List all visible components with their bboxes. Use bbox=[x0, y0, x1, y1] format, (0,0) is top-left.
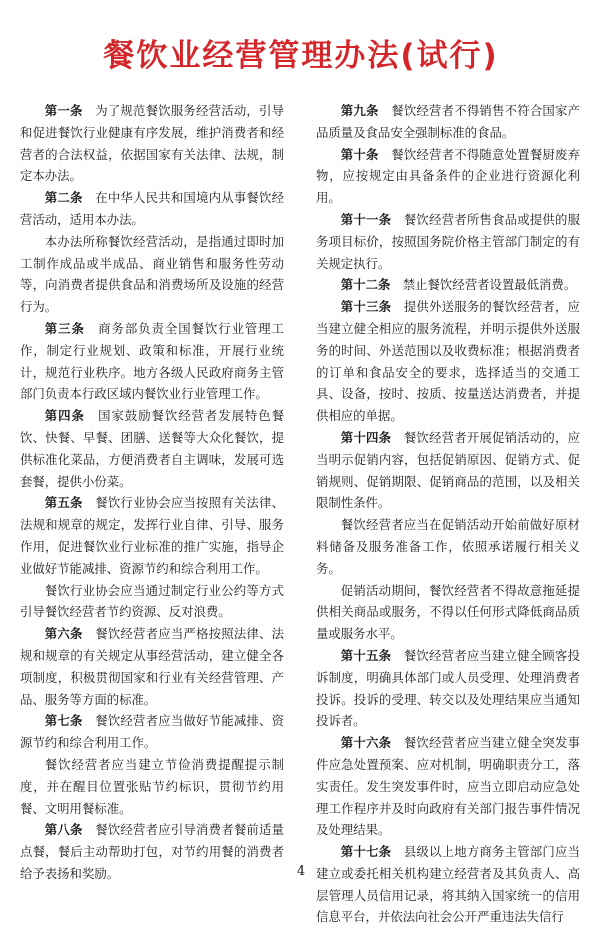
article-text: 餐饮经营者不得销售不符合国家产品质量及食品安全强制标准的食品。 bbox=[316, 103, 581, 140]
article-paragraph bbox=[316, 514, 580, 579]
article-paragraph bbox=[316, 100, 580, 144]
article-text: 提供外送服务的餐饮经营者，应当建立健全相应的服务流程，并明示提供外送服务的时间、外送范围以及收费标准；根据消费者的订单和食品安全的要求，选择适当的交通工具、设备，按时、按质、按量送达消费者，并提供相应的单据。 bbox=[316, 299, 581, 424]
article-text: 餐饮经营者应当在促销活动开始前做好原材料储备及服务准备工作，依照承诺履行相关义务。 bbox=[316, 517, 580, 576]
article-number: 第十二条 bbox=[340, 277, 391, 293]
article-paragraph bbox=[20, 231, 284, 318]
article-paragraph bbox=[20, 318, 284, 405]
article-text: 餐饮经营者应当严格按照法律、法规和规章的有关规定从事经营活动，建立健全各项制度，积极贯彻国家和行业有关经营管理、产品、服务等方面的标准。 bbox=[20, 626, 285, 707]
article-text: 国家鼓励餐饮经营者发展特色餐饮、快餐、早餐、团膳、送餐等大众化餐饮，提供标准化菜品，方便消费者自主调味，发展可选套餐，提供小份菜。 bbox=[20, 408, 285, 489]
article-paragraph bbox=[20, 710, 284, 754]
article-text: 本办法所称餐饮经营活动，是指通过即时加工制作成品或半成品、商业销售和服务性劳动等，向消费者提供食品和消费场所及设施的经营行为。 bbox=[20, 233, 284, 315]
article-text: 在中华人民共和国境内从事餐饮经营活动，适用本办法。 bbox=[20, 190, 285, 227]
article-paragraph bbox=[316, 274, 580, 296]
article-number: 第一条 bbox=[44, 103, 83, 118]
article-text: 餐饮经营者所售食品或提供的服务项目标价，按照国务院价格主管部门制定的有关规定执行。 bbox=[316, 211, 581, 271]
article-text: 县级以上地方商务主管部门应当建立或委托相关机构建立经营者及其负责人、高层管理人员信用记录，将其纳入国家统一的信用信息平台，并依法向社会公开严重违法失信行 bbox=[316, 844, 581, 925]
article-number: 第十条 bbox=[340, 146, 379, 162]
article-number: 第十六条 bbox=[340, 735, 392, 751]
article-text: 餐饮行业协会应当通过制定行业公约等方式引导餐饮经营者节约资源、反对浪费。 bbox=[20, 582, 284, 620]
article-text: 促销活动期间，餐饮经营者不得故意拖延提供相关商品或服务，不得以任何形式降低商品质量或服务水平。 bbox=[316, 582, 580, 642]
article-text: 禁止餐饮经营者设置最低消费。 bbox=[402, 277, 577, 293]
article-text: 商务部负责全国餐饮行业管理工作，制定行业规划、政策和标准，开展行业统计，规范行业秩序。地方各级人民政府商务主管部门负责本行政区域内餐饮业行业管理工作。 bbox=[20, 320, 285, 402]
article-number: 第八条 bbox=[44, 822, 83, 838]
article-number: 第二条 bbox=[44, 190, 83, 206]
article-paragraph bbox=[316, 732, 580, 841]
article-paragraph bbox=[20, 580, 284, 624]
article-number: 第十七条 bbox=[340, 844, 392, 860]
document-title: 餐饮业经营管理办法(试行) bbox=[103, 38, 499, 74]
article-number: 第十三条 bbox=[340, 299, 392, 315]
article-text: 餐饮行业协会应当按照有关法律、法规和规章的规定，发挥行业自律、引导、服务作用，促进餐饮业行业标准的推广实施，指导企业做好节能减排、资源节约和综合利用工作。 bbox=[20, 495, 285, 576]
article-number: 第四条 bbox=[44, 408, 85, 424]
article-text: 餐饮经营者应当建立健全突发事件应急处置预案、应对机制，明确职责分工，落实责任。发生突发事件时，应当立即启动应急处理工作程序并及时向政府有关部门报告事件情况及处理结果。 bbox=[316, 735, 581, 838]
article-text: 餐饮经营者应当建立节俭消费提醒提示制度，并在醒目位置张贴节约标识，贯彻节约用餐、文明用餐标准。 bbox=[20, 756, 284, 816]
article-number: 第十四条 bbox=[340, 429, 392, 445]
article-paragraph bbox=[316, 427, 580, 514]
article-paragraph bbox=[316, 296, 580, 427]
article-number: 第五条 bbox=[44, 495, 83, 511]
article-text: 餐饮经营者不得随意处置餐厨废弃物，应按规定由具备条件的企业进行资源化利用。 bbox=[316, 146, 581, 206]
article-text: 为了规范餐饮服务经营活动，引导和促进餐饮行业健康有序发展，维护消费者和经营者的合法权益，依据国家有关法律、法规，制定本办法。 bbox=[20, 103, 285, 184]
article-text: 餐饮经营者开展促销活动的，应当明示促销内容，包括促销原因、促销方式、促销规则、促销期限、促销商品的范围，以及相关限制性条件。 bbox=[316, 429, 581, 511]
article-paragraph bbox=[316, 580, 580, 645]
article-paragraph bbox=[20, 187, 284, 231]
article-paragraph bbox=[316, 144, 580, 209]
article-number: 第十一条 bbox=[340, 211, 392, 227]
article-paragraph bbox=[20, 100, 284, 187]
article-paragraph bbox=[20, 623, 284, 710]
article-paragraph bbox=[20, 405, 284, 492]
left-column bbox=[20, 100, 284, 885]
article-paragraph bbox=[20, 754, 284, 819]
article-number: 第三条 bbox=[44, 320, 85, 336]
article-number: 第九条 bbox=[340, 103, 379, 118]
right-column bbox=[316, 100, 580, 928]
article-number: 第十五条 bbox=[340, 647, 392, 663]
article-number: 第七条 bbox=[44, 713, 83, 729]
article-paragraph bbox=[20, 492, 284, 579]
page-number: 4 bbox=[296, 864, 306, 879]
article-number: 第六条 bbox=[44, 626, 83, 642]
article-paragraph bbox=[316, 209, 580, 274]
article-text: 餐饮经营者应当建立健全顾客投诉制度，明确具体部门或人员受理、处理消费者投诉。投诉的受理、转交以及处理结果应当通知投诉者。 bbox=[316, 647, 581, 729]
article-paragraph bbox=[316, 841, 580, 928]
article-paragraph bbox=[316, 645, 580, 732]
article-text: 餐饮经营者应引导消费者餐前适量点餐，餐后主动帮助打包，对节约用餐的消费者给予表扬和奖励。 bbox=[20, 822, 285, 881]
article-text: 餐饮经营者应当做好节能减排、资源节约和综合利用工作。 bbox=[20, 713, 285, 751]
